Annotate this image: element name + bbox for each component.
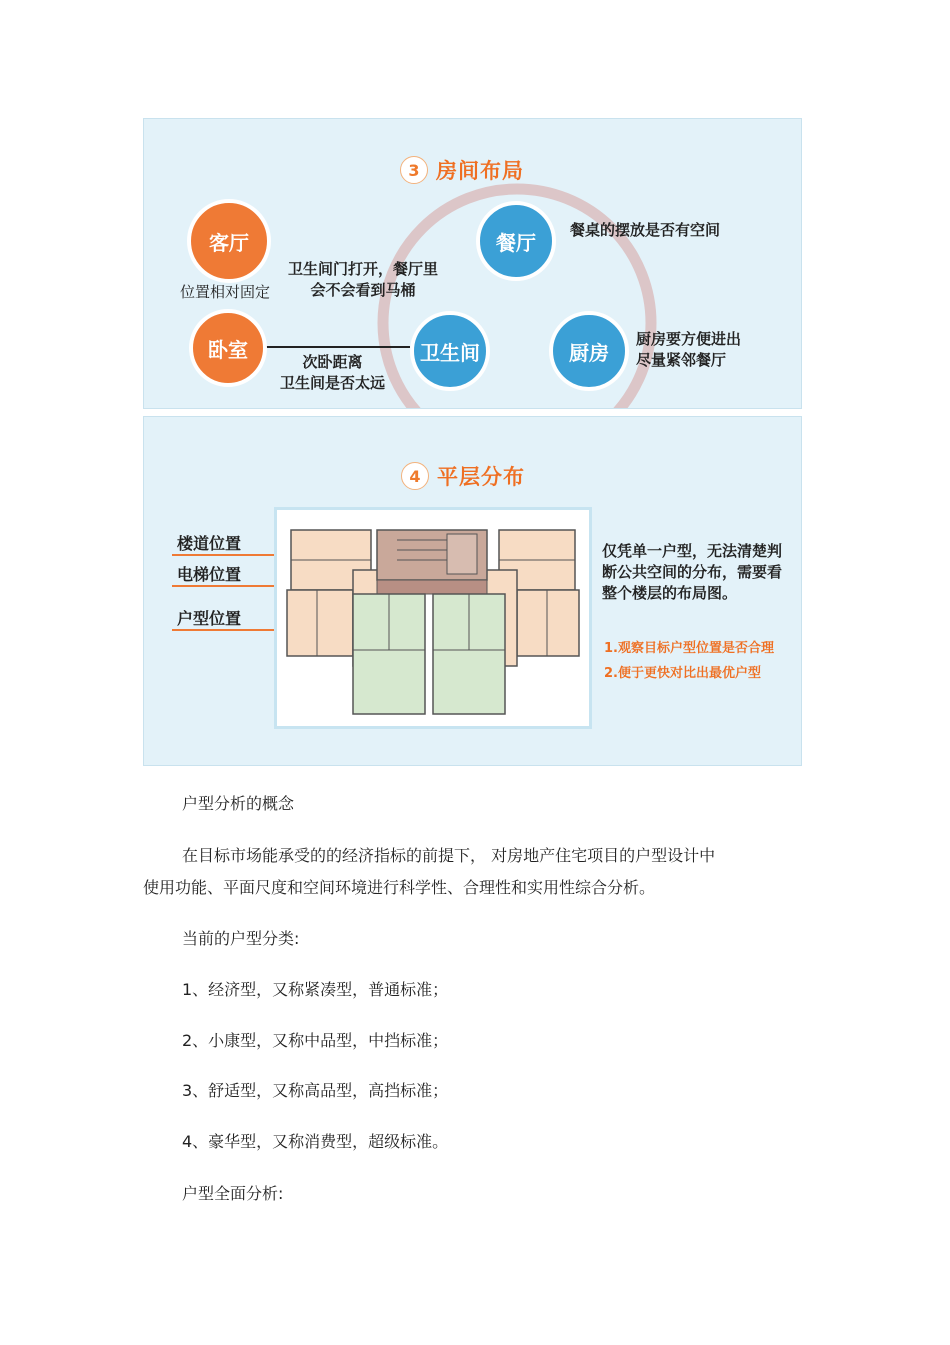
- node-dining-room: 餐厅: [476, 201, 556, 281]
- concept-paragraph-line1: 在目标市场能承受的的经济指标的前提下， 对房地产住宅项目的户型设计中: [182, 846, 716, 865]
- floor-distribution-panel: [143, 416, 802, 766]
- node-bathroom: 卫生间: [410, 311, 490, 391]
- concept-paragraph-line2: 使用功能、平面尺度和空间环境进行科学性、合理性和实用性综合分析。: [143, 878, 656, 897]
- kitchen-note: 厨房要方便进出 尽量紧邻餐厅: [636, 330, 742, 369]
- dining-note: 餐桌的摆放是否有空间: [570, 221, 721, 239]
- room-layout-panel: [143, 118, 802, 409]
- classification-item-2: 2、小康型，又称中品型，中挡标准；: [182, 1031, 449, 1050]
- corridor: [377, 580, 487, 594]
- classification-item-3: 3、舒适型，又称高品型，高挡标准；: [182, 1081, 449, 1100]
- node-kitchen: 厨房: [549, 311, 629, 391]
- node-bedroom: 卧室: [189, 309, 267, 387]
- node-living-room: 客厅: [187, 199, 271, 283]
- unit-left: [287, 590, 353, 656]
- bath-dining-note: 卫生间门打开，餐厅里 会不会看到马桶: [288, 260, 439, 299]
- label-unit: 户型位置: [177, 609, 242, 628]
- heading-full-analysis: 户型全面分析:: [182, 1184, 284, 1203]
- panel-title-text: 平层分布: [437, 465, 525, 489]
- classification-item-4: 4、豪华型，又称消费型，超级标准。: [182, 1132, 449, 1151]
- unit-pointer: [172, 629, 282, 631]
- note-1: 1.观察目标户型位置是否合理: [604, 641, 774, 656]
- floor-description: 仅凭单一户型，无法清楚判断公共空间的分布，需要看整个楼层的布局图。: [602, 542, 783, 602]
- heading-concept: 户型分析的概念: [182, 794, 295, 813]
- classification-item-1: 1、经济型，又称紧凑型，普通标准；: [182, 980, 449, 999]
- unit-right: [517, 590, 579, 656]
- bedroom-bathroom-note: 次卧距离 卫生间是否太远: [280, 353, 386, 392]
- panel-title-floor: [401, 461, 525, 491]
- panel-number: 3: [400, 156, 428, 184]
- elevator-shaft: [447, 534, 477, 574]
- label-elevator: 电梯位置: [177, 565, 242, 584]
- floor-plan-drawing: [277, 510, 589, 726]
- floor-plan: [274, 507, 592, 729]
- heading-classification: 当前的户型分类:: [182, 929, 300, 948]
- panel-number: 4: [401, 462, 429, 490]
- living-room-note: 位置相对固定: [180, 283, 271, 301]
- note-2: 2.便于更快对比出最优户型: [604, 666, 761, 681]
- panel-title-text: 房间布局: [436, 159, 524, 183]
- label-corridor: 楼道位置: [177, 534, 242, 553]
